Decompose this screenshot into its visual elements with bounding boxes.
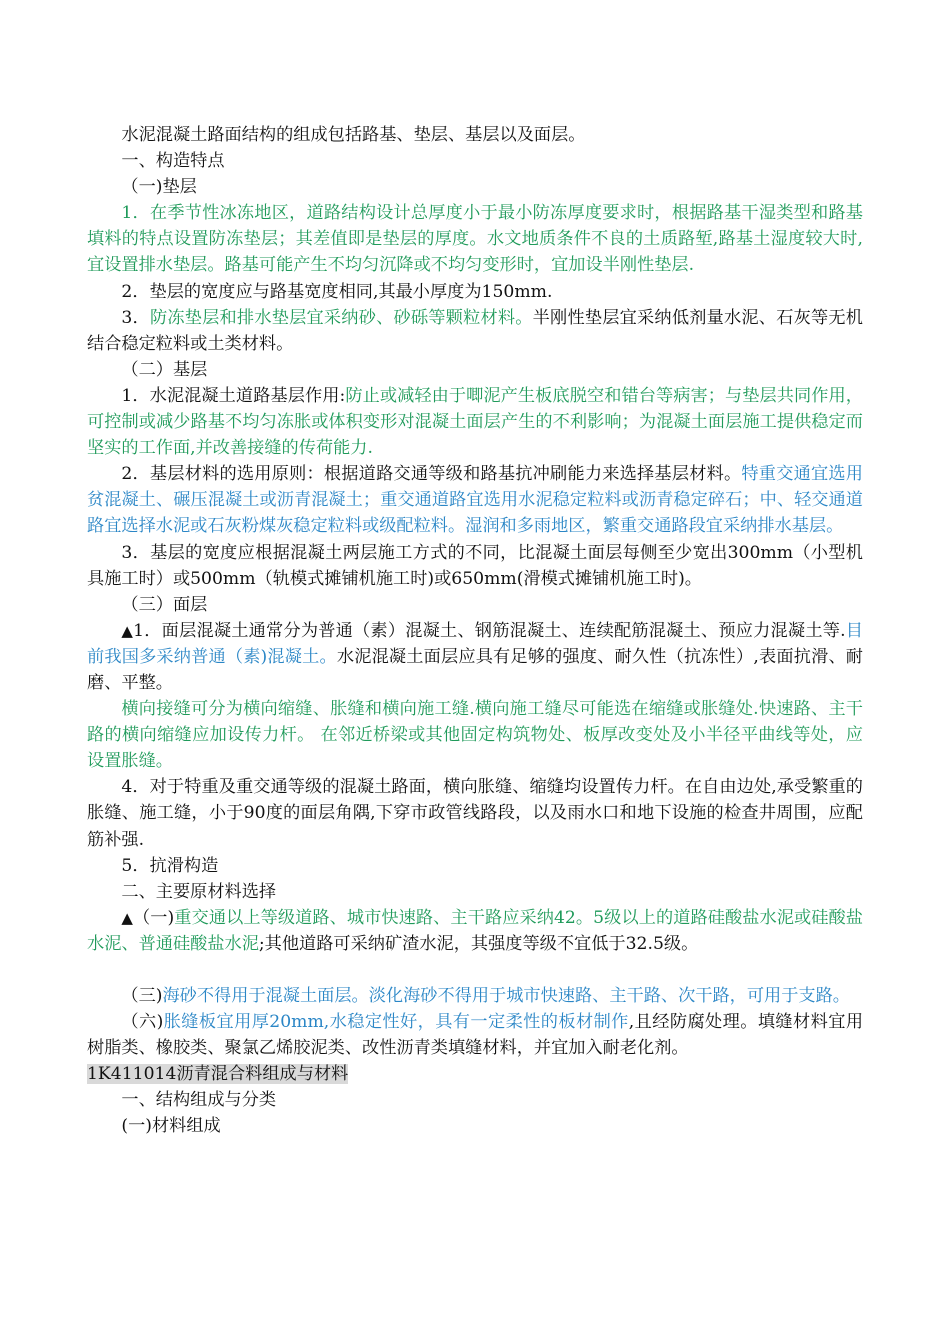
materials-item-1 — [87, 905, 863, 957]
surface-item-4: 4．对于特重及重交通等级的混凝土路面，横向胀缝、缩缝均设置传力杆。在自由边处,承受繁重的胀缝、施工缝，小于90度的面层角隅,下穿市政管线路段，以及雨水口和地下设施的检查井周围，应配筋补强. — [87, 777, 863, 850]
subsection-heading-cushion: （一)垫层 — [121, 177, 197, 198]
cushion-item-2: 2．垫层的宽度应与路基宽度相同,其最小厚度为150mm. — [121, 281, 553, 302]
section-heading-materials: 二、主要原材料选择 — [121, 881, 277, 902]
materials-item-1-number: （一) — [133, 907, 175, 928]
cushion-item-1: 1．在季节性冰冻地区，道路结构设计总厚度小于最小防冻厚度要求时，根据路基干湿类型和路基填料的特点设置防冻垫层；其差值即是垫层的厚度。水文地质条件不良的土质路堑,路基土湿度较大时,宜设置排水垫层。路基可能产生不均匀沉降或不均匀变形时，宜加设半刚性垫层. — [87, 203, 863, 276]
subsection-heading-material-composition: (一)材料组成 — [121, 1116, 221, 1137]
materials-item-6-number: （六) — [121, 1012, 164, 1033]
cushion-item-3 — [87, 305, 863, 357]
section-heading-structure: 一、结构组成与分类 — [121, 1090, 277, 1111]
cushion-item-3-highlight: 防冻垫层和排水垫层宜采纳砂、砂砾等颗粒材料。 — [149, 307, 533, 328]
materials-item-6 — [87, 1009, 863, 1061]
chapter-heading-asphalt — [87, 1061, 863, 1087]
section-heading-construction: 一、构造特点 — [121, 151, 225, 172]
base-item-2 — [87, 461, 863, 539]
triangle-marker-icon: ▲ — [121, 908, 133, 927]
surface-item-1-lead: 1．面层混凝土通常分为普通（素）混凝土、钢筋混凝土、连续配筋混凝土、预应力混凝土等. — [133, 620, 846, 641]
materials-item-3-number: （三) — [121, 986, 163, 1006]
materials-item-6-highlight: 胀缝板宜用厚20mm,水稳定性好，具有一定柔性的板材制作 — [163, 1012, 629, 1033]
cushion-item-3-number: 3． — [121, 307, 150, 328]
surface-joints-paragraph: 横向接缝可分为横向缩缝、胀缝和横向施工缝.横向施工缝尽可能选在缩缝或胀缝处.快速路、主干路的横向缩缝应加设传力杆。 在邻近桥梁或其他固定构筑物处、板厚改变处及小半径平曲线等处，应设置胀缝。 — [87, 699, 863, 772]
intro-paragraph: 水泥混凝土路面结构的组成包括路基、垫层、基层以及面层。 — [121, 125, 586, 145]
subsection-heading-base: （二）基层 — [121, 359, 208, 380]
base-item-1 — [87, 383, 863, 461]
base-item-2-lead: 2．基层材料的选用原则：根据道路交通等级和路基抗冲刷能力来选择基层材料。 — [121, 464, 742, 485]
materials-item-6-rest: ,且经防腐处理。填缝材料宜用树脂类、橡胶类、聚氯乙烯胶泥类、改性沥青类填缝材料，并宜加入耐老化剂。 — [87, 1012, 864, 1059]
base-item-2-highlight: 特重交通宜选用贫混凝土、碾压混凝土或沥青混凝土；重交通道路宜选用水泥稳定粒料或沥青稳定碎石；中、轻交通道路宜选择水泥或石灰粉煤灰稳定粒料或级配粒料。湿润和多雨地区，繁重交通路段宜采纳排水基层。 — [87, 464, 863, 537]
surface-item-1-rest: 水泥混凝土面层应具有足够的强度、耐久性（抗冻性）,表面抗滑、耐磨、平整。 — [87, 646, 863, 693]
chapter-heading-asphalt-text: 1K411014沥青混合料组成与材料 — [87, 1064, 349, 1085]
surface-item-5: 5．抗滑构造 — [121, 855, 219, 876]
surface-item-1 — [87, 618, 863, 696]
triangle-marker-icon: ▲ — [121, 621, 134, 640]
cushion-item-3-rest: 半刚性垫层宜采纳低剂量水泥、石灰等无机结合稳定粒料或土类材料。 — [87, 307, 863, 354]
materials-item-3 — [87, 983, 863, 1009]
base-item-3: 3．基层的宽度应根据混凝土两层施工方式的不同，比混凝土面层每侧至少宽出300mm（小型机具施工时）或500mm（轨模式摊铺机施工时)或650mm(滑模式摊铺机施工时)。 — [87, 542, 863, 589]
subsection-heading-surface: （三）面层 — [121, 594, 208, 615]
materials-item-1-highlight: 重交通以上等级道路、城市快速路、主干路应采纳42。5级以上的道路硅酸盐水泥或硅酸盐水泥、普通硅酸盐水泥 — [87, 907, 863, 954]
document-page — [87, 122, 863, 1140]
base-item-1-highlight: 防止或减轻由于唧泥产生板底脱空和错台等病害；与垫层共同作用，可控制或减少路基不均匀冻胀或体积变形对混凝土面层产生的不利影响；为混凝土面层施工提供稳定而坚实的工作面,并改善接缝的传荷能力. — [87, 385, 863, 459]
materials-item-1-rest: ;其他道路可采纳矿渣水泥，其强度等级不宜低于32.5级。 — [258, 933, 699, 954]
base-item-1-lead: 1．水泥混凝土道路基层作用: — [121, 385, 346, 406]
materials-item-3-highlight: 海砂不得用于混凝土面层。淡化海砂不得用于城市快速路、主干路、次干路，可用于支路。 — [162, 986, 850, 1006]
surface-item-1-highlight: 目前我国多采纳普通（素)混凝土。 — [87, 620, 863, 667]
